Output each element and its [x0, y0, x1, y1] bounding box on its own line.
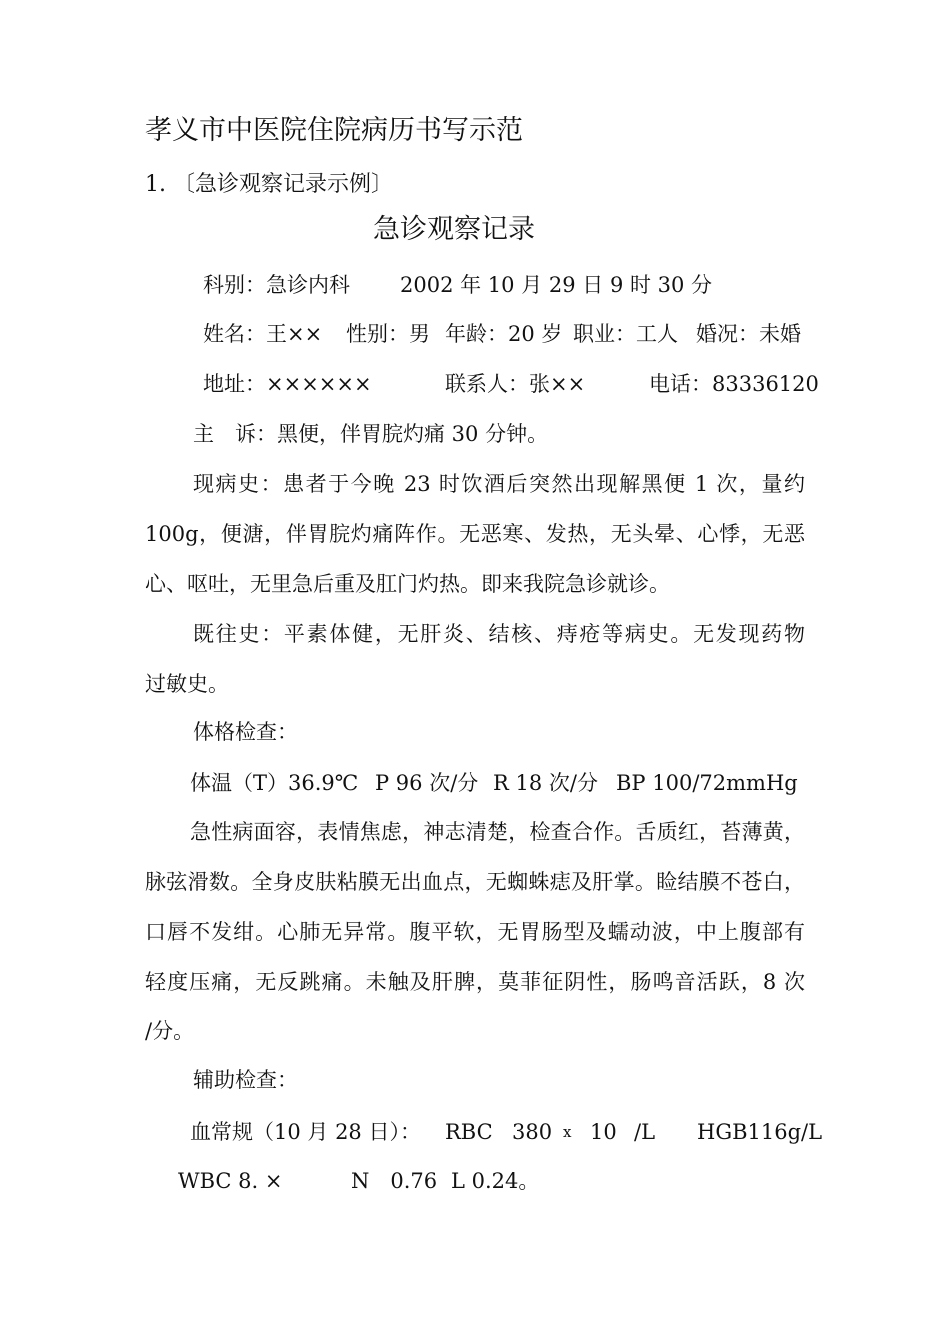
chief-complaint-text: 黑便，伴胃脘灼痛 30 分钟。 — [277, 422, 549, 446]
vital-pulse: P 96 次/分 — [375, 771, 479, 795]
chief-complaint-label: 主 诉： — [193, 422, 277, 446]
patient-age-field: 年龄：20 岁 — [445, 322, 563, 346]
blood-routine-label: 血常规（10 月 28 日）： — [190, 1120, 421, 1144]
present-illness-line-2: 100g，便溏，伴胃脘灼痛阵作。无恶寒、发热，无头晕、心悸，无恶 — [145, 522, 805, 546]
physical-exam-line-2: 脉弦滑数。全身皮肤粘膜无出血点，无蜘蛛痣及肝掌。睑结膜不苍白， — [145, 870, 805, 894]
past-history-line-2: 过敏史。 — [145, 672, 229, 696]
physical-exam-line-5: /分。 — [145, 1019, 195, 1043]
physical-exam-line-1: 急性病面容，表情焦虑，神志清楚，检查合作。舌质红，苔薄黄， — [190, 820, 805, 844]
physical-exam-heading: 体格检查： — [193, 720, 298, 744]
vital-blood-pressure: BP 100/72mmHg — [616, 771, 798, 795]
patient-job-field: 职业：工人 — [573, 322, 678, 346]
department-field: 科别：急诊内科 — [203, 273, 350, 297]
neutrophil-value: N 0.76 — [351, 1169, 438, 1193]
phone-field: 电话：83336120 — [649, 372, 819, 396]
present-illness-line-3: 心、呕吐，无里急后重及肛门灼热。即来我院急诊就诊。 — [145, 572, 670, 596]
past-history-line-1: 既往史：平素体健，无肝炎、结核、痔疮等病史。无发现药物 — [193, 622, 805, 646]
patient-marital-field: 婚况：未婚 — [696, 322, 801, 346]
vital-temperature: 体温（T）36.9℃ — [190, 771, 359, 795]
lymphocyte-value: L 0.24。 — [451, 1169, 540, 1193]
section-heading: 1. 〔急诊观察记录示例〕 — [145, 172, 393, 197]
record-datetime: 2002 年 10 月 29 日 9 时 30 分 — [400, 273, 713, 297]
aux-exam-heading: 辅助检查： — [193, 1068, 298, 1092]
rbc-value: 380 — [512, 1120, 553, 1144]
chief-complaint — [193, 424, 548, 445]
patient-name-field: 姓名：王×× — [203, 322, 323, 346]
vital-respiration: R 18 次/分 — [493, 771, 598, 795]
physical-exam-line-3: 口唇不发绀。心肺无异常。腹平软，无胃肠型及蠕动波，中上腹部有 — [145, 920, 805, 944]
rbc-unit-per-liter: /L — [634, 1120, 656, 1144]
patient-sex-field: 性别：男 — [346, 322, 430, 346]
rbc-unit-base: 10 — [590, 1120, 617, 1144]
patient-address-field: 地址：×××××× — [203, 372, 372, 396]
rbc-label: RBC — [445, 1120, 493, 1144]
record-title: 急诊观察记录 — [373, 214, 535, 245]
contact-person-field: 联系人：张×× — [445, 372, 586, 396]
rbc-multiply-sign: x — [563, 1123, 572, 1141]
wbc-value: WBC 8. × — [178, 1169, 283, 1193]
present-illness-line-1: 现病史：患者于今晚 23 时饮酒后突然出现解黑便 1 次，量约 — [193, 472, 805, 496]
document-title: 孝义市中医院住院病历书写示范 — [145, 115, 523, 146]
physical-exam-line-4: 轻度压痛，无反跳痛。未触及肝脾，莫菲征阴性，肠鸣音活跃，8 次 — [145, 970, 805, 994]
hgb-value: HGB116g/L — [697, 1120, 823, 1144]
